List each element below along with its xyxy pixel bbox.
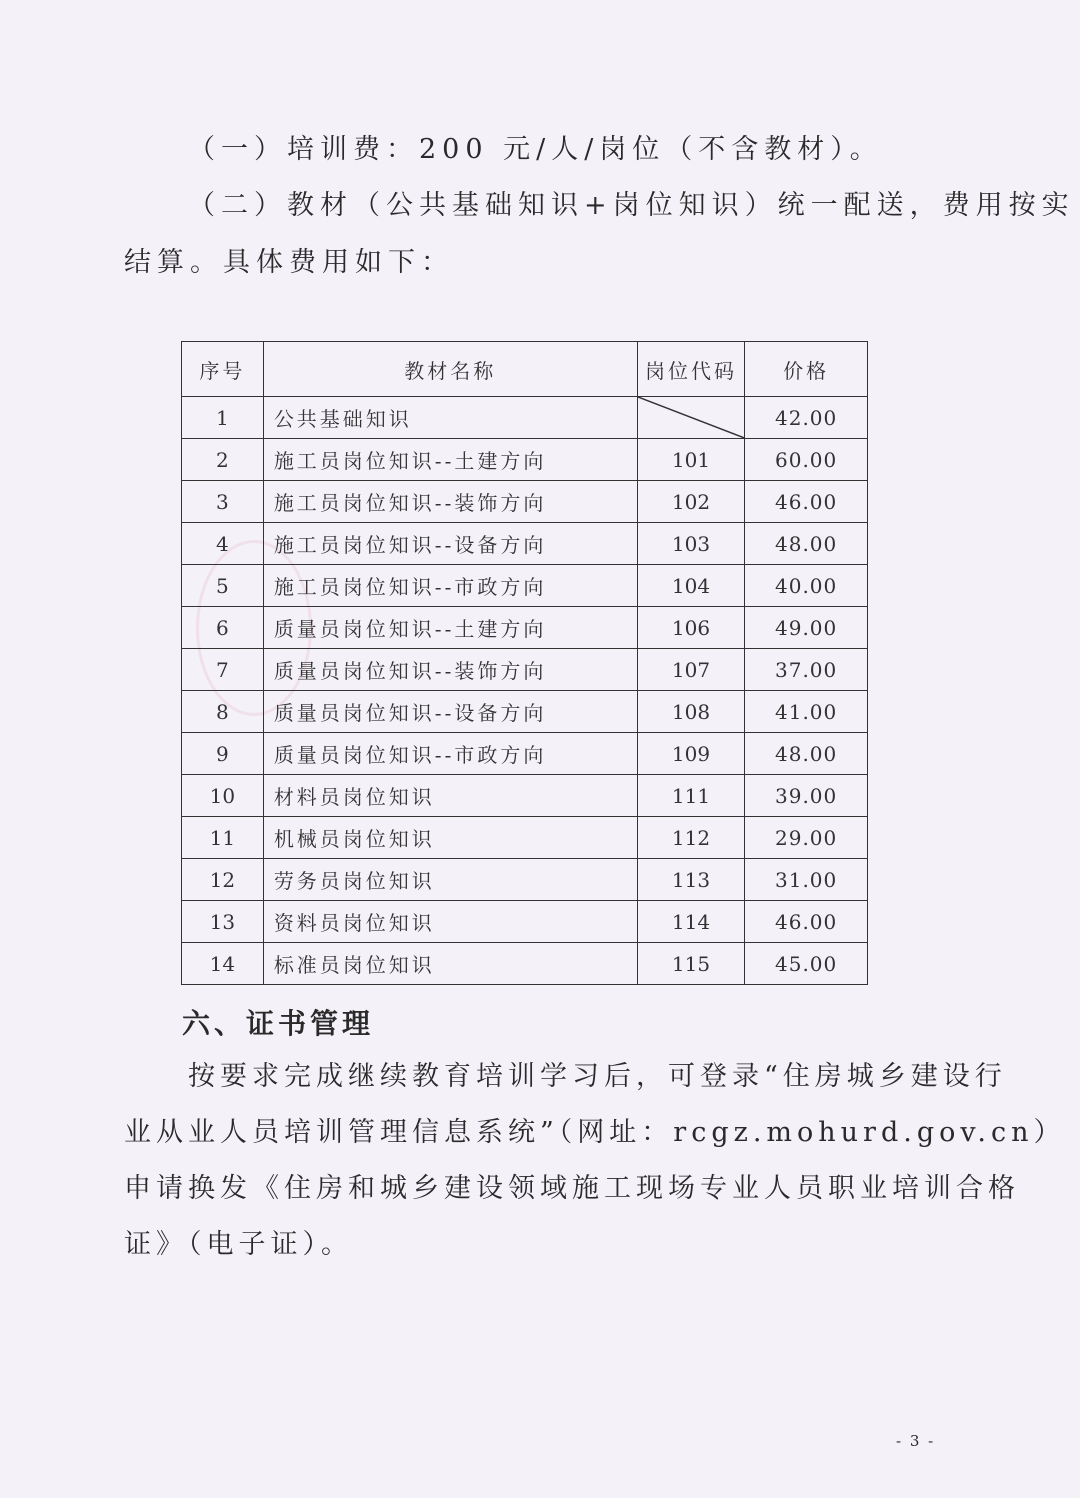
certificate-paragraph-line4: 证》（电子证）。 [124,1229,353,1260]
row-code: 114 [637,901,745,943]
row-no: 12 [182,859,264,901]
row-name: 标准员岗位知识 [263,943,637,985]
row-name: 材料员岗位知识 [263,775,637,817]
row-price: 37.00 [745,649,868,691]
row-no: 7 [182,649,264,691]
row-no: 10 [182,775,264,817]
textbook-paragraph-line2: 结算。具体费用如下： [124,247,454,278]
row-code: 106 [637,607,745,649]
row-no: 3 [182,481,264,523]
row-no: 11 [182,817,264,859]
row-code: 109 [637,733,745,775]
certificate-paragraph-line2: 业从业人员培训管理信息系统”（网址：rcgz.mohurd.gov.cn） [124,1117,1066,1148]
table-row [182,397,868,439]
table-row [182,607,868,649]
row-code: 101 [637,439,745,481]
table-row [182,565,868,607]
row-code: 107 [637,649,745,691]
row-name: 劳务员岗位知识 [263,859,637,901]
row-code: 104 [637,565,745,607]
row-price: 42.00 [745,397,868,439]
row-name: 质量员岗位知识--装饰方向 [263,649,637,691]
row-name: 施工员岗位知识--土建方向 [263,439,637,481]
textbook-price-table [181,341,868,985]
header-price: 价格 [745,342,868,397]
page-number: - 3 - [896,1432,936,1450]
row-price: 41.00 [745,691,868,733]
row-price: 40.00 [745,565,868,607]
table-row [182,523,868,565]
row-price: 29.00 [745,817,868,859]
row-no: 4 [182,523,264,565]
table-row [182,481,868,523]
row-price: 49.00 [745,607,868,649]
row-name: 机械员岗位知识 [263,817,637,859]
table-row [182,859,868,901]
section-title: 六、证书管理 [182,1007,375,1040]
fee-paragraph: （一）培训费：200 元/人/岗位（不含教材）。 [188,134,883,165]
table-row [182,649,868,691]
row-price: 46.00 [745,481,868,523]
textbook-paragraph-line1: （二）教材（公共基础知识+岗位知识）统一配送，费用按实 [188,190,1075,221]
row-no: 6 [182,607,264,649]
row-code: 111 [637,775,745,817]
row-code: 115 [637,943,745,985]
row-code: 102 [637,481,745,523]
table-row [182,439,868,481]
row-price: 48.00 [745,523,868,565]
row-no: 14 [182,943,264,985]
table-row [182,733,868,775]
table-header-row [182,342,868,397]
row-no: 2 [182,439,264,481]
row-price: 45.00 [745,943,868,985]
row-name: 质量员岗位知识--设备方向 [263,691,637,733]
row-code: 113 [637,859,745,901]
row-price: 46.00 [745,901,868,943]
row-code: 103 [637,523,745,565]
certificate-paragraph-line3: 申请换发《住房和城乡建设领域施工现场专业人员职业培训合格 [124,1173,1020,1204]
row-no: 1 [182,397,264,439]
row-code: 112 [637,817,745,859]
table-row [182,943,868,985]
row-name: 施工员岗位知识--设备方向 [263,523,637,565]
row-name: 质量员岗位知识--市政方向 [263,733,637,775]
row-price: 31.00 [745,859,868,901]
header-code: 岗位代码 [637,342,745,397]
table-row [182,691,868,733]
row-name: 质量员岗位知识--土建方向 [263,607,637,649]
table-row [182,775,868,817]
row-code: 108 [637,691,745,733]
header-name: 教材名称 [263,342,637,397]
row-no: 9 [182,733,264,775]
row-name: 公共基础知识 [263,397,637,439]
row-price: 39.00 [745,775,868,817]
certificate-paragraph-line1: 按要求完成继续教育培训学习后，可登录“住房城乡建设行 [188,1061,1007,1092]
row-code-empty-diagonal [637,397,745,439]
table-body [182,397,868,985]
table-row [182,901,868,943]
row-name: 资料员岗位知识 [263,901,637,943]
row-name: 施工员岗位知识--装饰方向 [263,481,637,523]
row-name: 施工员岗位知识--市政方向 [263,565,637,607]
row-no: 13 [182,901,264,943]
row-price: 60.00 [745,439,868,481]
row-no: 8 [182,691,264,733]
row-price: 48.00 [745,733,868,775]
row-no: 5 [182,565,264,607]
table-row [182,817,868,859]
header-no: 序号 [182,342,264,397]
